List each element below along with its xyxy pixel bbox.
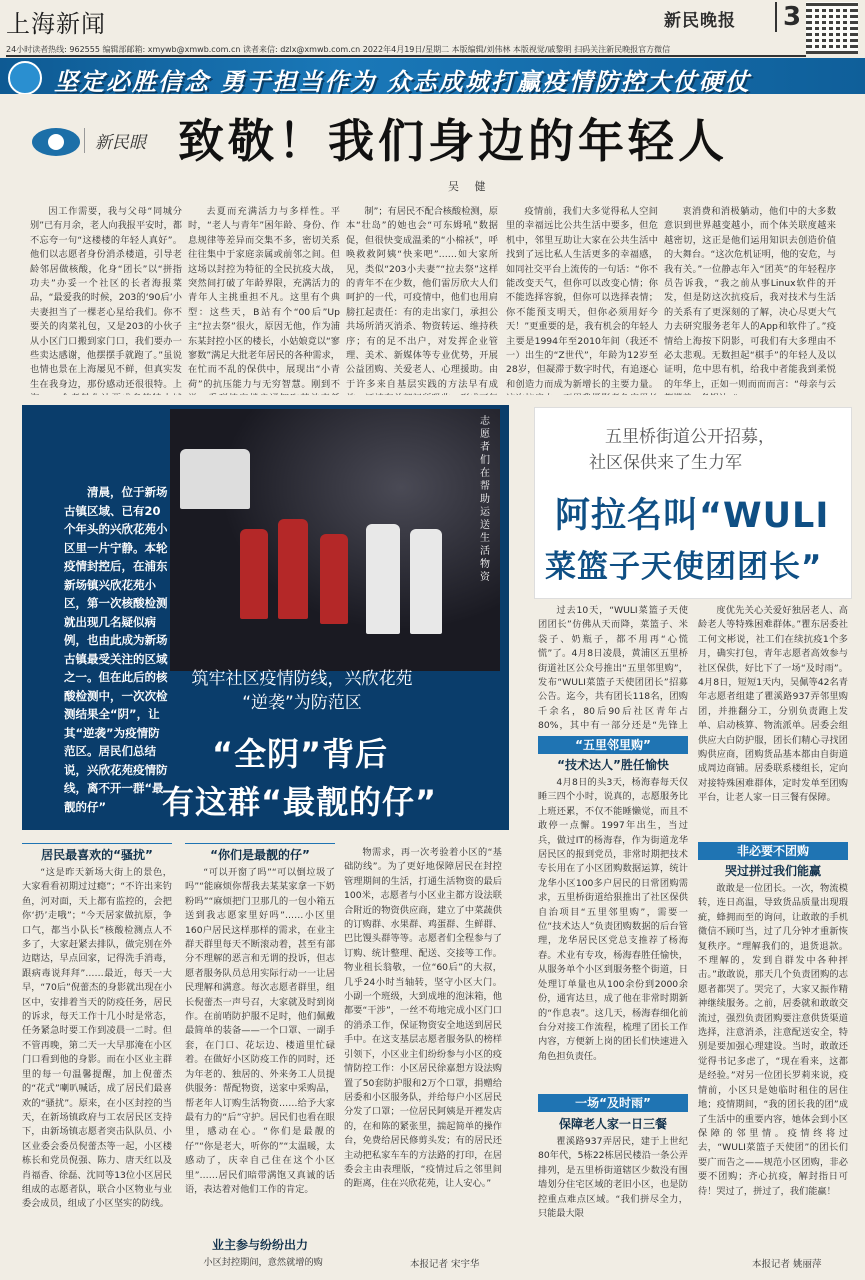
- slogan-banner: [0, 58, 865, 94]
- volunteers-photo: [170, 409, 500, 671]
- bottom-col3: 物需求，再一次考验着小区的“基础防线”。为了更好地保障居民在封控管理期间的生活，打通生活物资的最后100米，志愿者与小区业主都方设法联合附近的物资供应商，建立了中菜蔬供的订购群、水果群、鸡蛋群、生鲜群、巴比馒头群等等。志愿者们全程参与了订购、统计整理、配送、交接等工作。物业租长翁敬，一位“60后”的大叔，几乎24小时当轴转，坚守小区大门。小副一个班级，大到成堆的泡沫箱，他都要“干涉”，一丝不苟地完成小区门口的消杀工作，保证物资安全地送到居民手中。在这支基层志愿者服务队的榜样引领下，小区业主们纷纷参与小区的疫情防控工作：小区居民徐嘉想方设法购置了50套防护服和2万个口罩，捐赠给居委和小区服务队，并给每户小区居民分发了口罩；一位居民阿姨是开裡发店的，在和陈的紧张里，揣起简单的操作台，免费给居民修剪头发；有的居民还主动把私家车车的方法路的打印，在居委会主由表理版，“疫情过后之邻里间的距离，住在兴欣花苑，让人安心。”: [344, 847, 502, 1190]
- lead-col-4: 疫情前，我们大多觉得私人空间里的幸福远比公共生活中要多，但危机中，邻里互助让大家在公共生活中找到了远比私人生活更多的幸福感，如同社交平台上流传的一句话：“你不能改变天气，但你可以改变心情；你不能选择容貌，但你可以选择表情；你不能预支明天，但你必须用好今天！”更重要的是，我有机会的年轻人主要是1994年至2010年间（我还不一）出生的“Z世代”，年龄为12岁至28岁，但凝滞于数字时代，有追逐心和创造力而成为新增长的主要力量。: [506, 206, 658, 390]
- photo-title-line2: 有这群“最靓的仔”: [162, 783, 438, 821]
- right-subtitle-line1: 五里桥街道公开招募，: [605, 427, 775, 447]
- right-band2: 一场“及时雨”: [538, 1094, 688, 1112]
- right-col1-a: 过去10天，“WULI菜篮子天使团团长”仿佛从天而降，菜篮子、米袋子、奶瓶子，都不用再“心慌慌”了。4月8日凌晨，黄浦区五里桥街道社区公众号推出“五里邻里购”，发布“WULI菜篮子天使团团长”招募公告。迄今，共有团长118名，团购千余名，80后90后社区青年占80%，其中有一部分还是“先锋上: [538, 605, 688, 732]
- header-rule: [6, 55, 806, 57]
- volunteer-figure: [240, 529, 268, 619]
- protective-suit-figure: [410, 529, 442, 634]
- lead-col-5: 衷消费和消极躺动，他们中的大多数意识到世界越变越小，而个体关联度越来越密切，这正是他们运用知识去创造价值的大舞台。“这次危机证明，他的安危，与我有关。”一位静志年入“团英”的年轻程序员告诉我，“我之前从事Linux软件的开发，但是防这次抗疫后，我对技术与生活的关系有了更深刻的了解，决心尽更大气力去研究服务老年人的App和软件了。”疫情给上海按下阴影，可我们有大多理由不必太悲观。无数担起“棋手”的年轻人及以证明，危中思有机，给我中者能我到柔悦的年华上，正如一则而而而言：“母亲与云: [664, 206, 836, 390]
- photo-subtitle: [152, 667, 452, 715]
- head2-rule: [185, 843, 335, 844]
- photo-feature-panel: [22, 405, 509, 830]
- lead-col-1: 因工作需要，我与父母“同城分别”已有月余，老人向我报平安时，都不忘夸一句“这楼楼的年轻人真好”。他们以志愿者身份消杀楼道，引导老龄邻居做核酸，化身“团长”以“拼指功夫”办妥一个社区的长者海报菜品，“最爱我的时候，203的‘90后’小夫妻担当了一棵老心星给我们。你不要关的肉菜礼包，又是203的小伙子从小区门口搬到家门口，我们要办一些卖达感谢，他摆摆手就跑了。”虽说也情也景在上海屡见不鲜，但真实发生在我身边，那份感动还很很特。上: [30, 206, 182, 390]
- paper-name: 新民晚报: [664, 11, 736, 31]
- right-byline: 本报记者 姚丽萍: [752, 1259, 822, 1270]
- lead-headline: 致敬！我们身边的年轻人: [178, 114, 728, 168]
- right-col2-a: 度优先关心关爱好独居老人、高龄老人等特殊困难群体。”瞿东居委社工何文彬说，社工们在续抗疫1个多月，确实打包，青年志愿者高效参与社区保供，好比下了一场“及时雨”。4月8日，短短1天内，吴佩等42名青年志愿者组建了瞿溪路937弄邻里购团，并推翻分工，分别负责跑上发单、启动核算、物流派单。居委会组供应大白防护服，团长们精心寻找团购供应商，团购货品基本都由自街道成周边商铺。居委联系楼组长，定向对接特殊困难群体，定时发单至团购平台，让老人家一日三餐有保障。: [698, 605, 848, 804]
- slogan-text: 坚定必胜信念 勇于担当作为 众志成城打赢疫情防控大仗硬仗: [54, 68, 751, 94]
- bottom-head1: 居民最喜欢的“骚扰”: [41, 848, 153, 862]
- eye-icon: [32, 128, 80, 156]
- right-band1-sub: “技术达人”胜任愉快: [557, 758, 669, 772]
- lead-byline: 吴 健: [448, 180, 492, 193]
- bottom-col3-a: 小区封控期间，意然就增的购: [203, 1257, 323, 1268]
- bottom-head3: 业主参与纷纷出力: [211, 1238, 308, 1252]
- page-number: 3: [775, 2, 801, 32]
- right-band3: 非必要不团购: [698, 842, 848, 860]
- lead-col-2: 去夏而充满活力与多样性。平时，“老人与青年”困年龄、身份、作息规律等差异而交集不多，密切关系往往集中于家庭亲属或前邻之间。但这场以封控为特征的全民抗疫大战，突然间打破了年龄界限，充满活力的青年人主挑重担不凡。这里有个典型：这些天，B站有个“00后”Up主“拉去祭”很火，原因无他，作为浦东某封控小区的楼长，小姑娘竟以“寥寥数”满足大批老年居民的各种需求，在忙而不乱的保供中，展现出“小青荷”的抗压能力与无穷智慧。刚到不: [188, 206, 340, 390]
- photo-caption: 清晨，位于新场古镇区域、已有20个年头的兴欣花苑小区里一片宁静。本轮疫情封控后，在浦东新场镇兴欣花苑小区，第一次核酸检测就出现几名疑似病例，也由此成为新场古镇最受关注的区域之一。但在此后的核酸检测中，一次次检测结果全“阴”，让其“逆袭”为疫情防范区。居民们总结说，兴欣花苑疫情防线，离不开一群“最靓的仔”: [64, 485, 168, 814]
- lead-col-3: 制”；有居民不配合核酸检测，原本“壮岛”的她也会“可东姆吼”数据促，但很快变成温柔的“小棉袄”，呼唤救救阿姨“快来吧”……如大家所见，类似“203小夫妻”“拉去祭”这样的青年不在少数，他们雷厉欣大人们呵护的一代，可疫情中，他们也用肩膀扛起责任：有的走出家门，承担公共场所消灭消杀、物资转运、维持秩序；有的足不出户，对发挥企业管理、美术、新媒体等专业优势，开展公益团购、关爱老人、心理援助。由于许多来自基层实践的方法早有成: [346, 206, 498, 390]
- bottom-head2: “你们是最靓的仔”: [210, 848, 310, 862]
- volunteer-figure: [278, 519, 308, 619]
- right-band3-sub: 哭过拼过我们能赢: [724, 864, 821, 878]
- right-band2-sub: 保障老人家一日三餐: [558, 1117, 667, 1131]
- bottom-col1: “这是昨天新场大街上的景色，大家看看初期过过瘾”；“不许出来钓鱼，河对面，天上都有监控的，会把你‘扔’走哦”；“今天居家做抗原，争口气，都当小队长”核酸检测点人不多了，大家赶紧去排队，做完别在外边瞎达，早点回家，记得洗手消毒，跟病毒说拜拜”……最近，每天一大早，“70后”倪蕾杰的身影就出现在小区中，安排着当天的防疫任务，居民的诉求，每天工作十几小时是常态，任务紧急时要工作到凌晨一二时。但不管再晚，第二天一大早那淹在小区门口看到他的身影。而在小区业主群里的每一句温馨提醒，加上倪蕾杰的“花式”喇叭喊话，成了居民们最喜欢的“骚扰”。原来，在小区封控的当天，在新场镇政府与工农居民区支持下，由新场镇志愿者突击队队员、小区业委会委员倪蕾杰等一起，小区楼栋长和党员倪强、陈力、唐天红以及肖福香、徐磊、沈同等13位小区居民组成的志愿者队，联合小区物业与业委会成员，组成了小区坚实的防线。: [22, 867, 172, 1210]
- right-band1: “五里邻里购”: [538, 736, 688, 754]
- right-feature-title-box: [534, 407, 852, 599]
- photo-title-line1: “全阴”背后: [212, 735, 389, 773]
- right-col2-b: 敢敢是一位团长。一次，物流模转，连日高温，导致货品质量出现瑕疵，蜂拥而至的询问，让敢敢的手机微信不顾叮当，过了几分钟才重新恢复秩序。“理解我们的，退货退款。不理解的，发到自群发中各种抨击。”敢敢说，那天几个负责团购的志愿者都哭了。哭完了，大家又振作精神继续服务。之前，居委就和敢敢交流过，强烈负责团购要注意供货渠道选择，注意消杀，注意配送安全，特别是要加强心理建设。当时，敢敢还觉得书记多虑了，“现在看来，这都是经验。”对另一位团长罗莉来说，疫情前，小区只是她临时租住的居住地；疫情期间，“我的团长我的团”成了生活中的重要内容，她体会到小区保障的邻里情。疫情终将过去，“WULI菜篮子天使团”的团长们要广而告之——规范小区团购，非必要不团购；齐心抗疫，解封指日可待！哭过了，拼过了，我们能赢！: [698, 883, 848, 1197]
- shield-badge-icon: [8, 61, 42, 94]
- right-col1-c: 瞿溪路937弄居民，建于上世纪80年代，5栋22栋居民楼沿一条公弄排列，是五里桥街道辖区少数没有围墙划分住宅区域的老旧小区，也是防控重点难点区域。“我们拼尽全力，只能最大限: [538, 1136, 688, 1220]
- right-col1-b: 4月8日的头3天，杨海春每天仅睡三四个小时，说真的，志愿服务比上班还累，不仅不能睡懒觉，而且不敢停一点懈。1997年出生，当过兵，做过IT的杨海春，作为街道龙华居民区的报到党员，非常时期把技术专长用在了小区团购数据运算，统计龙华小区100多户居民的日常团购需求，五里桥街道给狠推出了社区保供自治项目“五里邻里购”，需要一位“技术达人”负责团购数据的后台管理，龙华居民区党总支推荐了杨海春。术业有专攻，杨海春胜任愉快，从服务单个小区到服务整个街道，日处理订单量也从100余份到2000余份，通宵达旦，成了他在非常时期新的“作息表”。这几天，杨海春细化前台分对接工作流程，梳理了团长工作内容，方便新上岗的团长们快速进入角色担负责任。: [538, 777, 688, 1062]
- qr-code-icon: [806, 2, 858, 54]
- head1-rule: [22, 843, 172, 844]
- bottom-col2: “可以开窗了吗”“可以倒垃圾了吗”“能麻烦你帮我去某某家拿一下奶粉吗”“麻烦把门卫那几的一包小箱五送到我志愿家里好吗”……小区里160户居民这样那样的需求，在业主群天群里每天不断滚动着，甚至有部分不理解的恶言和无谓的投诉，但志愿者服务队员总用实际行动一一让居民理解和满意。每次志愿者群里，组长倪蕾杰一声号召，大家就及时到岗作。在前哨防护服不足时，他们佩戴最简单的装备——一个口罩、一副手套，在门口、花坛边、楼道里忙碌着。在做好小区防疫工作的同时，还为年老的、独居的、外来务工人员提供服务：帮配物资，送家中采购品，帮老年人订购生活物资……给予大家最有力的“后”守护。居民们也看在眼里，感动在心。“你们是最靓的仔”“你是老大，听你的”“太温暖，太感动了，庆幸自己住在这个小区里”……居民们暗带满饱又真诚的话语，表达着对他们工作的肯定。: [185, 867, 335, 1195]
- right-title-line2: 菜篮子天使团团长”: [545, 549, 823, 585]
- photo-subtitle-line1: 筑牢社区疫情防线，兴欣花苑: [191, 669, 413, 689]
- bottom-byline: 本报记者 宋宇华: [410, 1259, 480, 1270]
- column-name: 新民眼: [84, 128, 146, 153]
- section-title: 上海新闻: [6, 10, 106, 38]
- photo-subtitle-line2: “逆袭”为防范区: [242, 693, 362, 713]
- protective-suit-figure: [366, 524, 400, 634]
- photo-side-caption: 志愿者们在帮助运送生活物资: [480, 416, 490, 583]
- volunteer-figure: [320, 534, 348, 624]
- right-title-line1: 阿拉名叫“WULI: [555, 496, 830, 536]
- van-shape: [180, 449, 250, 509]
- info-line: 24小时读者热线: 962555 编辑部邮箱: xmywb@xmwb.com.cn 读者来信: dzlx@xmwb.com.cn 2022年4月19日/星期二 本版编辑/刘伟林 本版视觉/戚黎明 扫码关注新民晚报官方微信: [6, 45, 671, 54]
- masthead: [0, 0, 865, 44]
- right-subtitle-line2: 社区保供来了生力军: [589, 453, 742, 473]
